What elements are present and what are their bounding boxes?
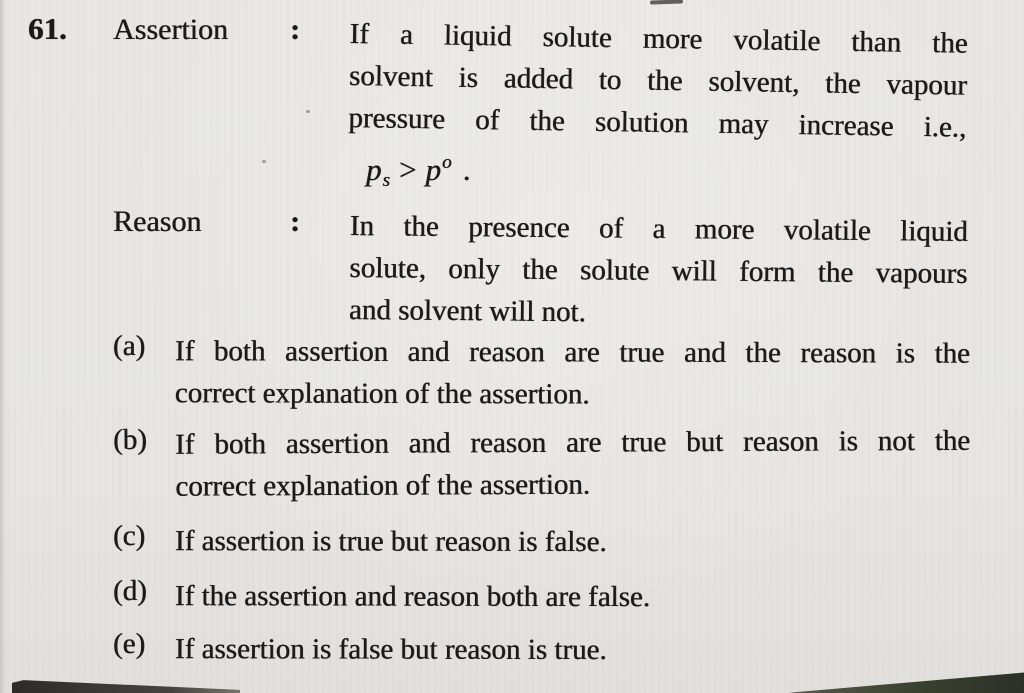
scan-speck — [262, 160, 266, 163]
option-line: If assertion is true but reason is false. — [174, 525, 607, 559]
option-e — [112, 628, 973, 667]
vapour-pressure-formula — [366, 152, 471, 192]
option-d — [112, 575, 973, 614]
reason-label: Reason — [113, 205, 202, 238]
reason-line: solute, only the solute will form the vapours — [349, 251, 968, 290]
assertion-line: solvent is added to the solvent, the vapour — [348, 59, 968, 102]
formula-base: p — [366, 152, 383, 187]
page-left-edge-shadow — [0, 0, 6, 693]
option-c-text — [175, 520, 970, 564]
option-line: If both assertion and reason are true and the reason is the — [174, 335, 970, 370]
assertion-text — [348, 13, 968, 149]
scan-artifact-top — [650, 0, 683, 5]
reason-line: and solvent will not. — [348, 293, 586, 329]
option-a-text — [175, 330, 970, 416]
option-line: If the assertion and reason both are false. — [174, 580, 651, 614]
greater-than-operator: > — [398, 152, 418, 187]
scan-shadow-bottom-left — [12, 679, 240, 693]
question-number: 61. — [28, 11, 67, 46]
option-b — [113, 420, 973, 503]
reason-text — [349, 205, 968, 337]
option-line: correct explanation of the assertion. — [174, 377, 590, 411]
reason-line: In the presence of a more volatile liquid — [349, 209, 968, 248]
assertion-colon: : — [290, 13, 300, 46]
formula-superscript: o — [441, 152, 453, 174]
option-c-label: (c) — [112, 520, 146, 553]
reason-colon: : — [290, 205, 300, 238]
option-line: correct explanation of the assertion. — [175, 468, 591, 503]
option-b-text — [175, 420, 970, 508]
formula-subscript: s — [382, 170, 391, 192]
option-b-label: (b) — [113, 423, 147, 456]
option-e-text — [175, 628, 970, 672]
assertion-line: pressure of the solution may increase i.e., — [348, 101, 967, 144]
formula-base: p — [425, 152, 442, 187]
option-a-label: (a) — [112, 330, 146, 363]
scan-shadow-bottom-right — [788, 668, 1024, 693]
option-line: If both assertion and reason are true but reason is not the — [175, 424, 971, 461]
assertion-label: Assertion — [113, 13, 228, 46]
option-d-text — [175, 575, 970, 619]
option-c — [112, 520, 973, 559]
option-line: If assertion is false but reason is true. — [174, 633, 607, 667]
assertion-line: If a liquid solute more volatile than the — [349, 17, 968, 60]
scan-speck — [306, 110, 310, 113]
formula-period: . — [462, 152, 472, 187]
option-d-label: (d) — [112, 575, 147, 608]
option-e-label: (e) — [112, 628, 146, 661]
